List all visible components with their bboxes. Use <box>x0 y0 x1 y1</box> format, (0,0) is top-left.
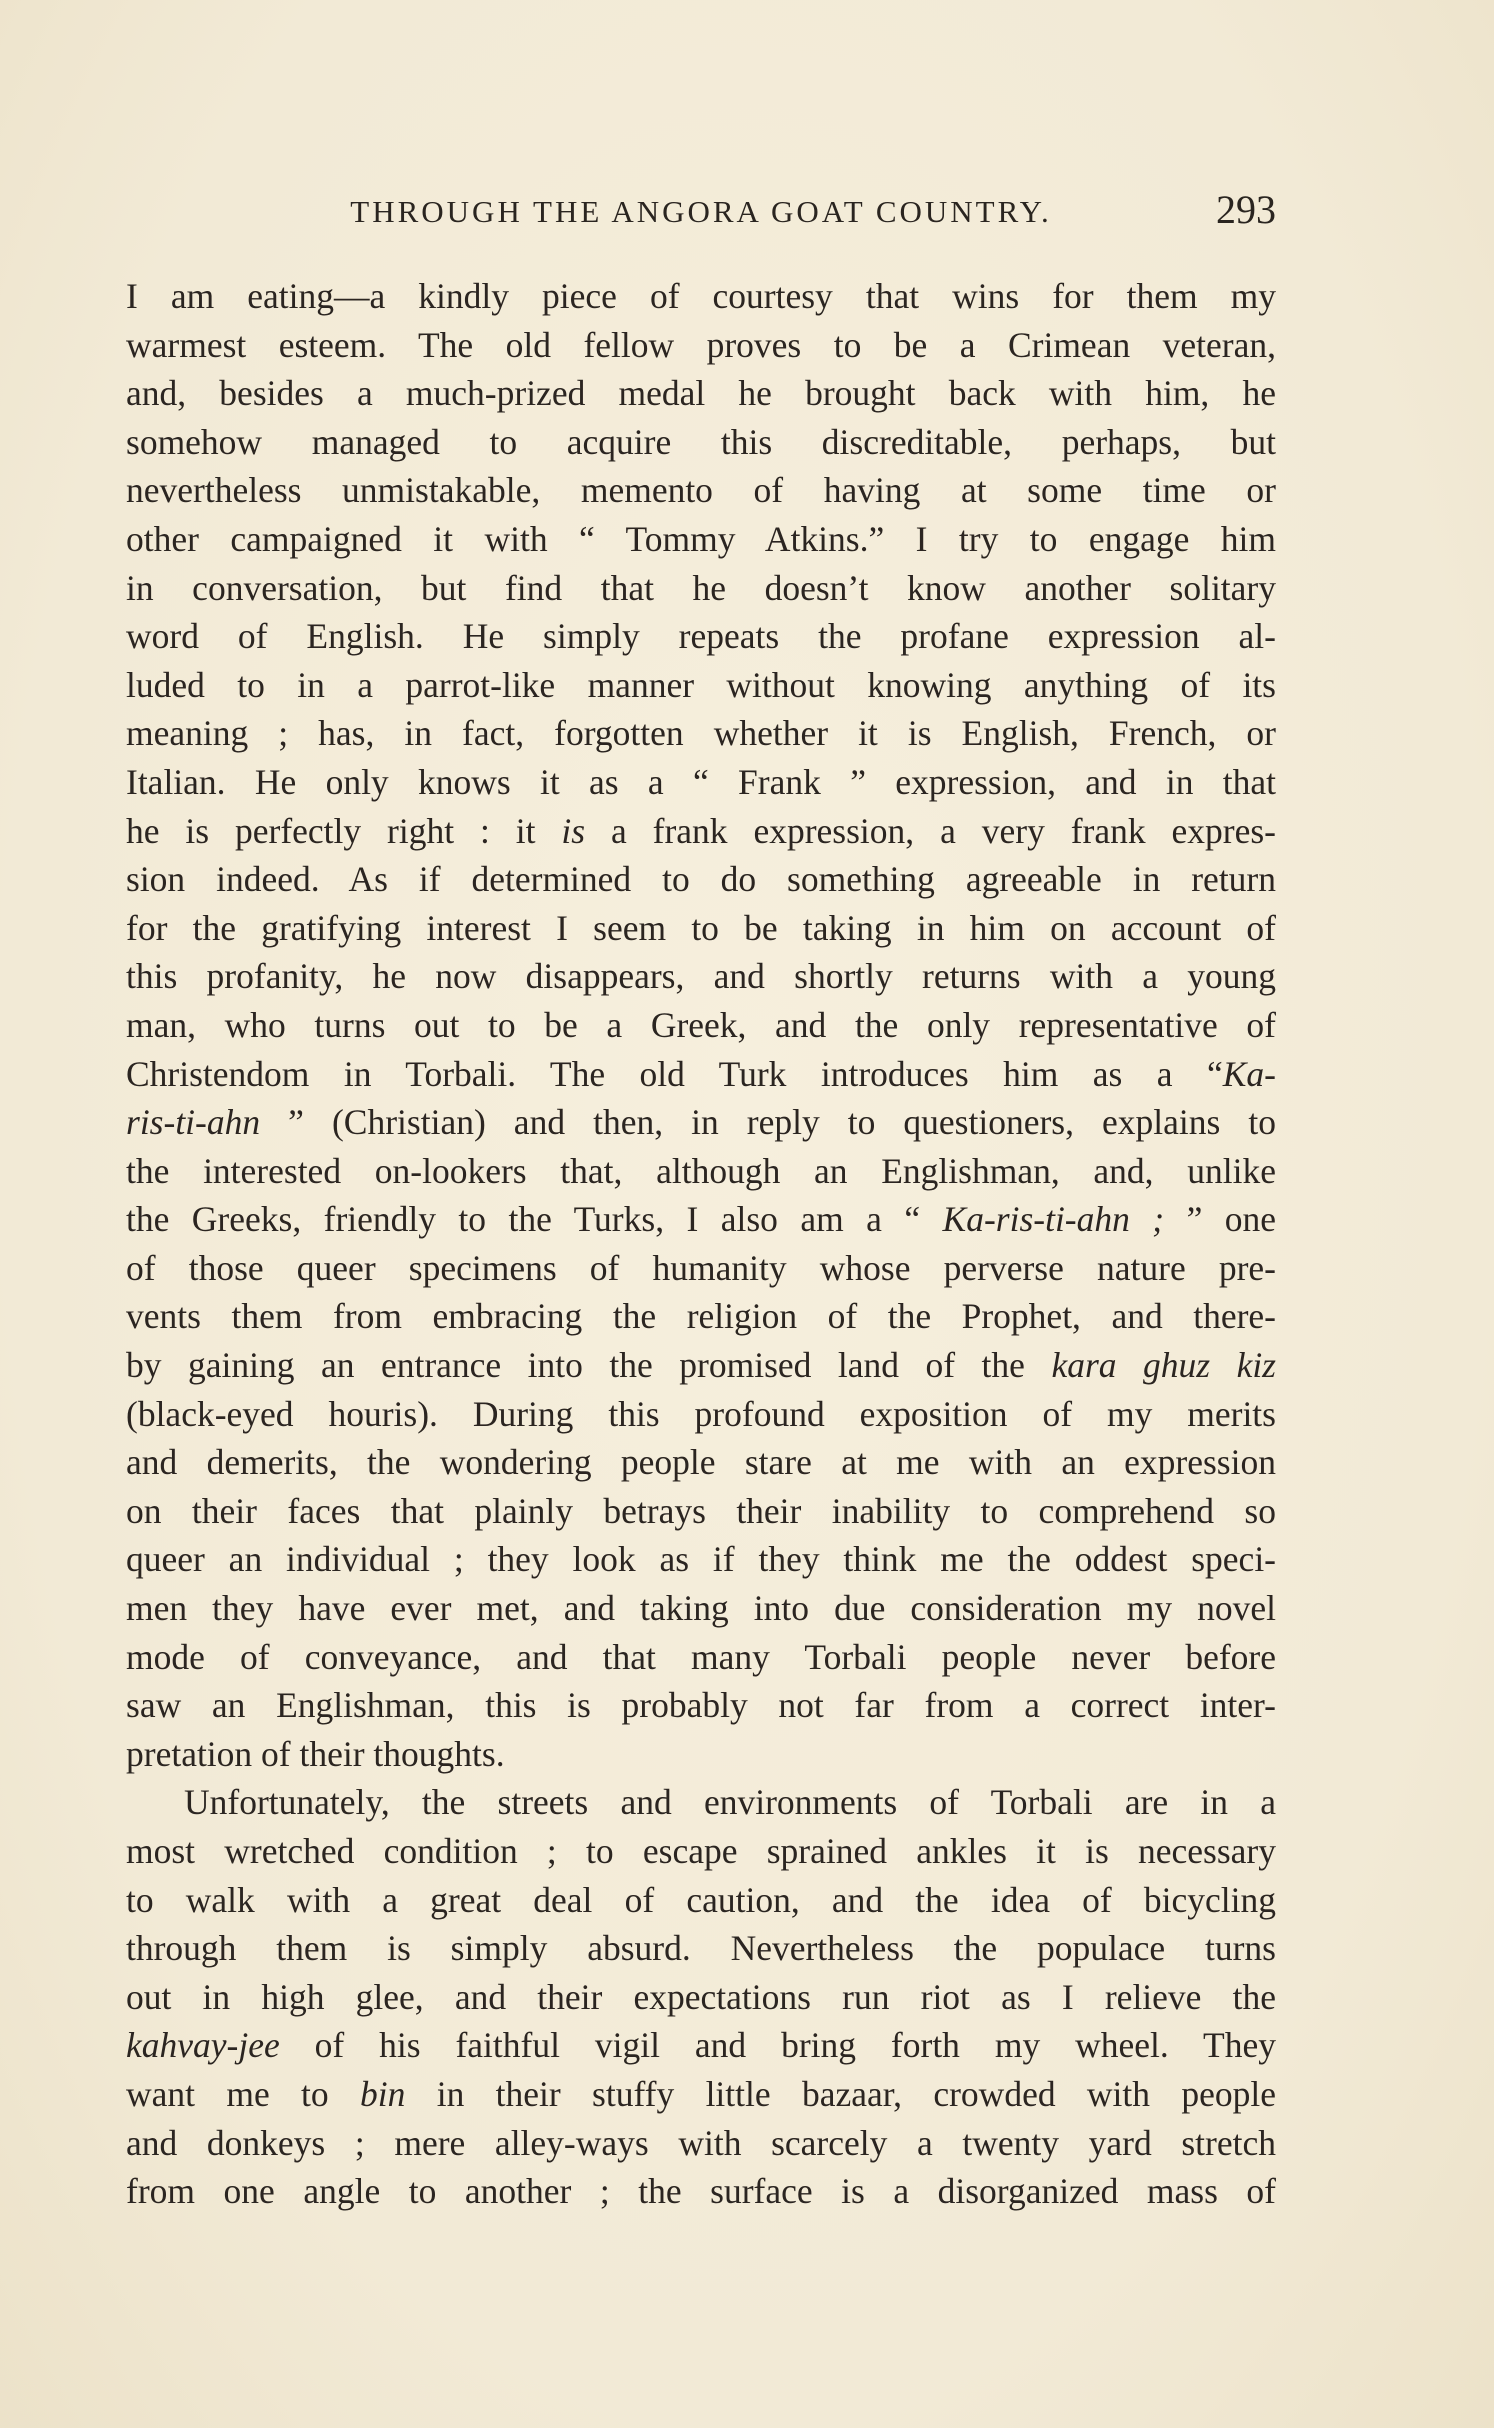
text-line: luded to in a parrot-like manner without knowing anything of its <box>126 664 1276 705</box>
text-line: men they have ever met, and taking into due consideration my novel <box>126 1588 1276 1629</box>
text-line: vents them from embracing the religion of the Prophet, and there- <box>126 1296 1276 1337</box>
text-line: for the gratifying interest I seem to be taking in him on account of <box>126 907 1276 948</box>
text-line: (black-eyed houris). During this profound exposition of my merits <box>126 1393 1276 1434</box>
running-title: THROUGH THE ANGORA GOAT COUNTRY. <box>350 194 1052 229</box>
text-line: I am eating—a kindly piece of courtesy that wins for them my <box>126 276 1276 316</box>
text-line: and, besides a much-prized medal he brought back with him, he <box>126 373 1276 414</box>
text-line: pretation of their thoughts. <box>126 1733 505 1774</box>
text-line: sion indeed. As if determined to do something agreeable in return <box>126 859 1276 900</box>
text-line: meaning ; has, in fact, forgotten whether it is English, French, or <box>126 713 1276 754</box>
text-line: through them is simply absurd. Nevertheless the populace turns <box>126 1928 1276 1969</box>
text-line: word of English. He simply repeats the profane expression al- <box>126 616 1276 657</box>
text-line: Christendom in Torbali. The old Turk introduces him as a “Ka- <box>126 1053 1276 1094</box>
text-line: out in high glee, and their expectations run riot as I relieve the <box>126 1976 1276 2017</box>
text-line: this profanity, he now disappears, and shortly returns with a young <box>126 956 1276 997</box>
text-line: somehow managed to acquire this discreditable, perhaps, but <box>126 421 1276 462</box>
text-line: to walk with a great deal of caution, and the idea of bicycling <box>126 1879 1276 1920</box>
page-number: 293 <box>1216 187 1276 232</box>
text-line: the Greeks, friendly to the Turks, I also am a “ Ka-ris-ti-ahn ; ” one <box>126 1199 1277 1240</box>
text-line: most wretched condition ; to escape sprained ankles it is necessary <box>126 1831 1276 1871</box>
text-line: in conversation, but find that he doesn’t know another solitary <box>126 567 1276 608</box>
text-line: he is perfectly right : it is a frank expression, a very frank expres- <box>126 810 1276 851</box>
text-line: want me to bin in their stuffy little bazaar, crowded with people <box>126 2073 1276 2114</box>
text-line: warmest esteem. The old fellow proves to be a Crimean veteran, <box>126 324 1276 365</box>
text-line: from one angle to another ; the surface is a disorganized mass of <box>126 2171 1276 2212</box>
text-line: on their faces that plainly betrays their inability to comprehend so <box>126 1490 1276 1531</box>
text-line: of those queer specimens of humanity whose perverse nature pre- <box>126 1247 1276 1288</box>
text-line: and demerits, the wondering people stare at me with an expression <box>126 1442 1276 1483</box>
text-line: Italian. He only knows it as a “ Frank ” expression, and in that <box>126 761 1276 802</box>
text-line: Unfortunately, the streets and environments of Torbali are in a <box>184 1782 1276 1823</box>
text-line: saw an Englishman, this is probably not far from a correct inter- <box>126 1685 1276 1726</box>
text-line: nevertheless unmistakable, memento of having at some time or <box>126 470 1276 511</box>
running-header <box>126 186 1276 242</box>
text-line: mode of conveyance, and that many Torbali people never before <box>126 1636 1276 1677</box>
body-text <box>126 272 1276 2216</box>
text-line: by gaining an entrance into the promised land of the kara ghuz kiz <box>126 1345 1276 1386</box>
text-line: kahvay-jee of his faithful vigil and bring forth my wheel. They <box>126 2025 1276 2066</box>
text-line: other campaigned it with “ Tommy Atkins.” I try to engage him <box>126 518 1276 559</box>
text-line: the interested on-lookers that, although an Englishman, and, unlike <box>126 1150 1276 1191</box>
text-line: and donkeys ; mere alley-ways with scarcely a twenty yard stretch <box>126 2122 1276 2163</box>
text-line: ris-ti-ahn ” (Christian) and then, in reply to questioners, explains to <box>126 1102 1276 1143</box>
text-line: queer an individual ; they look as if they think me the oddest speci- <box>126 1539 1276 1580</box>
text-line: man, who turns out to be a Greek, and the only representative of <box>126 1004 1276 1045</box>
